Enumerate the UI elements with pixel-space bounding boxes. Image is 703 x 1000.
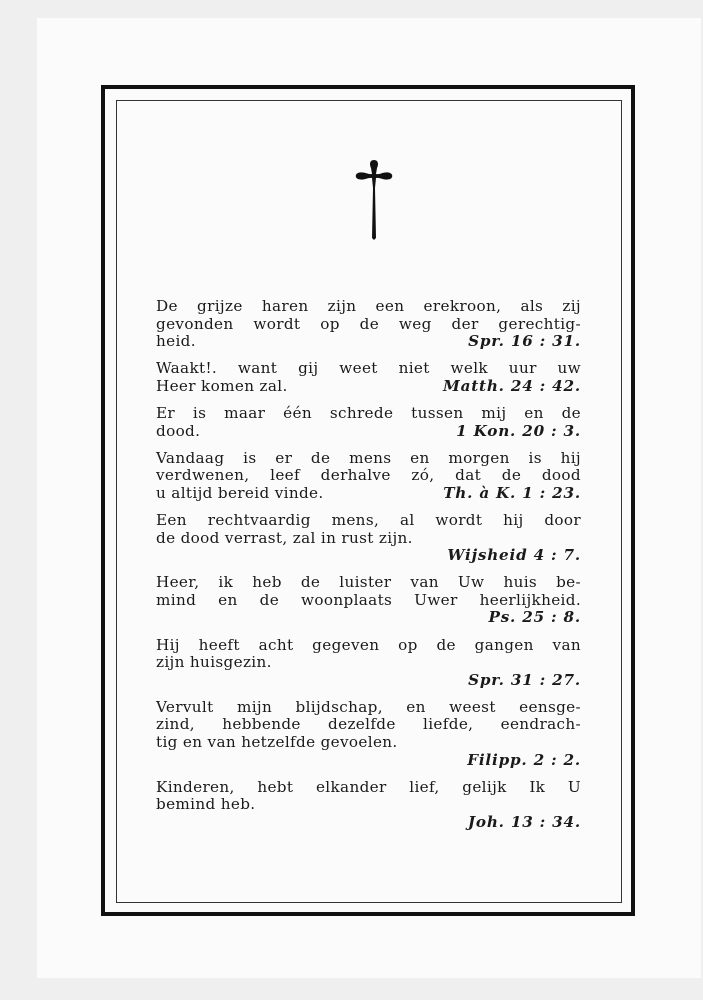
verse-line: Vervult mijn blijdschap, en weest eensge-	[156, 697, 581, 716]
verse-last-line	[156, 378, 581, 396]
verse-reference: Matth. 24 : 42.	[442, 376, 581, 395]
verse-9	[156, 779, 581, 832]
verse-7	[156, 637, 581, 690]
verse-2	[156, 360, 581, 395]
verse-line: Er is maar één schrede tussen mij en de	[156, 403, 581, 422]
verse-line: Heer komen zal.	[156, 376, 288, 395]
verse-line: mind en de woonplaats Uwer heerlijkheid.	[156, 590, 581, 609]
verse-3	[156, 405, 581, 440]
verse-last-line	[156, 333, 581, 351]
verse-reference: Spr. 16 : 31.	[468, 332, 581, 351]
verse-line: Waakt!. want gij weet niet welk uur uw	[156, 359, 581, 378]
verse-line: Kinderen, hebt elkander lief, gelijk Ik U	[156, 777, 581, 796]
verse-line: Vandaag is er de mens en morgen is hij	[156, 448, 581, 467]
verse-line: De grijze haren zijn een erekroon, als zij	[156, 297, 581, 315]
verse-reference: Spr. 31 : 27.	[468, 670, 581, 689]
verse-line: zijn huisgezin.	[156, 653, 272, 672]
verse-line: de dood verrast, zal in rust zijn.	[156, 528, 413, 547]
cross-icon	[353, 158, 395, 240]
verse-line: gevonden wordt op de weg der gerechtig-	[156, 314, 581, 333]
verse-line: heid.	[156, 332, 196, 351]
verse-reference: Joh. 13 : 34.	[467, 812, 581, 831]
verse-reference: Th. à K. 1 : 23.	[443, 483, 581, 502]
verse-line: dood.	[156, 421, 201, 440]
verse-reference: 1 Kon. 20 : 3.	[456, 421, 581, 440]
verse-line: Een rechtvaardig mens, al wordt hij door	[156, 510, 581, 529]
verse-8	[156, 699, 581, 769]
verse-line: tig en van hetzelfde gevoelen.	[156, 732, 398, 751]
verse-line: zind, hebbende dezelfde liefde, eendrach-	[156, 715, 581, 734]
verse-5	[156, 512, 581, 565]
verse-line: u altijd bereid vinde.	[156, 483, 324, 502]
verse-last-line	[156, 485, 581, 503]
verse-reference: Ps. 25 : 8.	[488, 608, 581, 627]
verse-4	[156, 450, 581, 503]
verses	[156, 298, 581, 841]
verse-reference: Filipp. 2 : 2.	[467, 750, 581, 769]
verse-line: Heer, ik heb de luister van Uw huis be-	[156, 573, 581, 592]
verse-6	[156, 574, 581, 627]
verse-1	[156, 298, 581, 351]
verse-last-line	[156, 423, 581, 441]
verse-line: bemind heb.	[156, 795, 256, 814]
verse-line: Hij heeft acht gegeven op de gangen van	[156, 635, 581, 654]
verse-line: verdwenen, leef derhalve zó, dat de dood	[156, 466, 581, 485]
verse-reference: Wijsheid 4 : 7.	[447, 546, 581, 565]
